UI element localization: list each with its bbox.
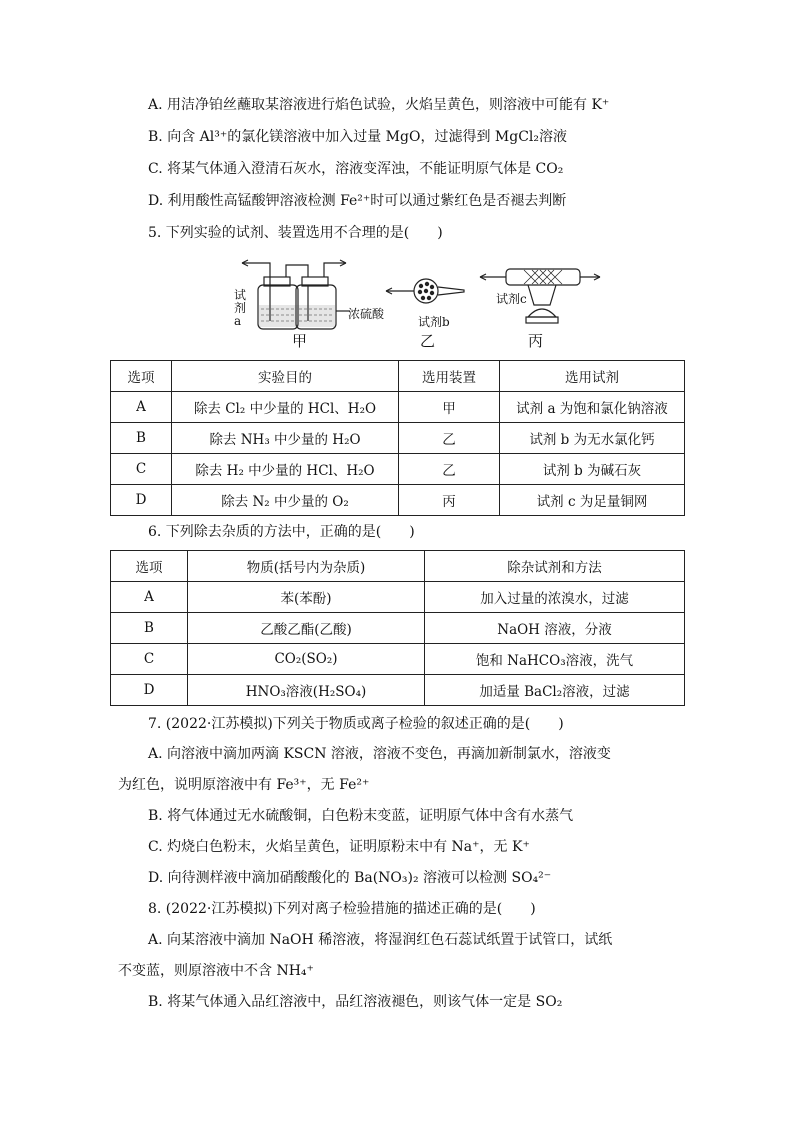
table-cell: 除去 Cl₂ 中少量的 HCl、H₂O [172,392,399,423]
table-header: 除杂试剂和方法 [425,551,685,582]
table-cell: A [111,392,172,423]
table-cell: 试剂 a 为饱和氯化钠溶液 [500,392,685,423]
table-cell: 加适量 BaCl₂溶液，过滤 [425,675,685,706]
q8-option-b: B. 将某气体通入品红溶液中，品红溶液褪色，则该气体一定是 SO₂ [148,994,563,1010]
table-row [111,613,685,644]
table-cell: B [111,613,188,644]
table-cell: 除去 H₂ 中少量的 HCl、H₂O [172,454,399,485]
table-header: 选用装置 [399,361,500,392]
reagent-c-label: 试剂c [496,292,527,306]
table-cell: 饱和 NaHCO₃溶液，洗气 [425,644,685,675]
table-row [111,454,685,485]
table-cell: D [111,675,188,706]
apparatus-drawing [228,255,608,351]
q8-option-a: A. 向某溶液中滴加 NaOH 稀溶液，将湿润红色石蕊试纸置于试管口，试纸 [148,932,613,948]
table-row [111,392,685,423]
table-header-row [111,551,685,582]
acid-label: 浓硫酸 [348,307,385,321]
caption-yi: 乙 [420,332,436,350]
table-header-row [111,361,685,392]
table-cell: 乙 [399,454,500,485]
table-cell: HNO₃溶液(H₂SO₄) [188,675,425,706]
caption-bing: 丙 [528,332,544,350]
table-row [111,582,685,613]
table-row [111,423,685,454]
reagent-b-label: 试剂b [418,315,450,329]
table-cell: 除去 N₂ 中少量的 O₂ [172,485,399,516]
q6-stem: 6. 下列除去杂质的方法中，正确的是( ) [148,524,415,540]
table-row [111,675,685,706]
q7-option-c: C. 灼烧白色粉末，火焰呈黄色，证明原粉末中有 Na⁺，无 K⁺ [148,839,530,855]
q4-option-a: A. 用洁净铂丝蘸取某溶液进行焰色试验，火焰呈黄色，则溶液中可能有 K⁺ [148,97,610,113]
q7-option-a-cont: 为红色，说明原溶液中有 Fe³⁺，无 Fe²⁺ [118,777,370,793]
table-cell: C [111,454,172,485]
table-cell: 甲 [399,392,500,423]
q5-stem: 5. 下列实验的试剂、装置选用不合理的是( ) [148,225,443,241]
table-row [111,485,685,516]
table-header: 物质(括号内为杂质) [188,551,425,582]
table-row [111,644,685,675]
table-header: 实验目的 [172,361,399,392]
q7-option-a: A. 向溶液中滴加两滴 KSCN 溶液，溶液不变色，再滴加新制氯水，溶液变 [148,746,611,762]
q4-option-b: B. 向含 Al³⁺的氯化镁溶液中加入过量 MgO，过滤得到 MgCl₂溶液 [148,129,568,145]
q7-option-d: D. 向待测样液中滴加硝酸酸化的 Ba(NO₃)₂ 溶液可以检测 SO₄²⁻ [148,870,552,886]
table-cell: D [111,485,172,516]
table-cell: CO₂(SO₂) [188,644,425,675]
apparatus-figure [228,255,608,351]
table-header: 选项 [111,361,172,392]
table-cell: 丙 [399,485,500,516]
table-cell: 试剂 c 为足量铜网 [500,485,685,516]
table-cell: 试剂 b 为碱石灰 [500,454,685,485]
table-cell: 苯(苯酚) [188,582,425,613]
table-cell: C [111,644,188,675]
table-cell: NaOH 溶液，分液 [425,613,685,644]
caption-jia: 甲 [292,332,308,350]
table-header: 选项 [111,551,188,582]
table-cell: 加入过量的浓溴水，过滤 [425,582,685,613]
table-cell: A [111,582,188,613]
q4-option-c: C. 将某气体通入澄清石灰水，溶液变浑浊，不能证明原气体是 CO₂ [148,161,564,177]
table-cell: 试剂 b 为无水氯化钙 [500,423,685,454]
q4-option-d: D. 利用酸性高锰酸钾溶液检测 Fe²⁺时可以通过紫红色是否褪去判断 [148,193,567,209]
table-cell: 乙酸乙酯(乙酸) [188,613,425,644]
table-cell: 乙 [399,423,500,454]
q8-stem: 8. (2022·江苏模拟)下列对离子检验措施的描述正确的是( ) [148,901,536,917]
q8-option-a-cont: 不变蓝，则原溶液中不含 NH₄⁺ [118,963,314,979]
table-cell: 除去 NH₃ 中少量的 H₂O [172,423,399,454]
q6-table [110,550,685,706]
reagent-a-label: 试剂a [234,288,247,328]
q5-table [110,360,685,516]
q7-option-b: B. 将气体通过无水硫酸铜，白色粉末变蓝，证明原气体中含有水蒸气 [148,808,574,824]
q7-stem: 7. (2022·江苏模拟)下列关于物质或离子检验的叙述正确的是( ) [148,716,564,732]
table-header: 选用试剂 [500,361,685,392]
table-cell: B [111,423,172,454]
